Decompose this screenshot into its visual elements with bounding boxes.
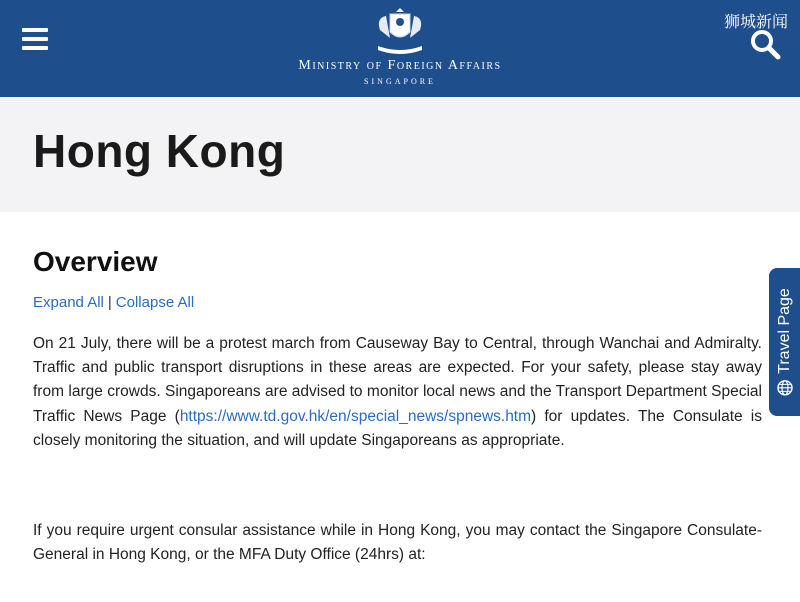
- transport-department-link[interactable]: https://www.td.gov.hk/en/special_news/spnews.htm: [179, 407, 532, 425]
- expand-all-link[interactable]: Expand All: [33, 294, 104, 311]
- travel-page-tab[interactable]: [769, 268, 800, 416]
- expand-collapse-controls: [33, 294, 194, 311]
- ministry-country: SINGAPORE: [364, 77, 436, 86]
- coat-of-arms-icon[interactable]: [366, 8, 434, 56]
- search-icon[interactable]: [749, 28, 781, 60]
- page-title: Hong Kong: [33, 125, 286, 177]
- advisory-paragraph: [33, 332, 762, 453]
- watermark-text: 狮城新闻: [723, 12, 788, 31]
- site-header: [0, 0, 800, 97]
- ministry-name[interactable]: Ministry of Foreign Affairs: [298, 58, 502, 73]
- globe-icon: [777, 380, 793, 396]
- travel-page-tab-content: [776, 288, 794, 396]
- advisory-text-part2: ) for updates. The Consulate is closely monitoring the situation, and will update Singaporeans as appropriate.: [33, 407, 762, 449]
- advisory-text-part1: On 21 July, there will be a protest march from Causeway Bay to Central, through Wanchai and Admiralty. Traffic and public transport disruptions in these areas are expected. For your safety, please stay away from large crowds. Singaporeans are advised to monitor local news and the Transport Department Special Traffic News Page (: [33, 335, 762, 425]
- travel-page-label: Travel Page: [775, 288, 793, 374]
- link-separator: |: [107, 294, 112, 311]
- hamburger-menu-icon[interactable]: [22, 28, 48, 50]
- collapse-all-link[interactable]: Collapse All: [115, 294, 195, 311]
- section-heading-overview: Overview: [33, 246, 158, 277]
- consular-assistance-paragraph: If you require urgent consular assistance while in Hong Kong, you may contact the Singapore Consulate-General in Hong Kong, or the MFA Duty Office (24hrs) at:: [33, 522, 762, 564]
